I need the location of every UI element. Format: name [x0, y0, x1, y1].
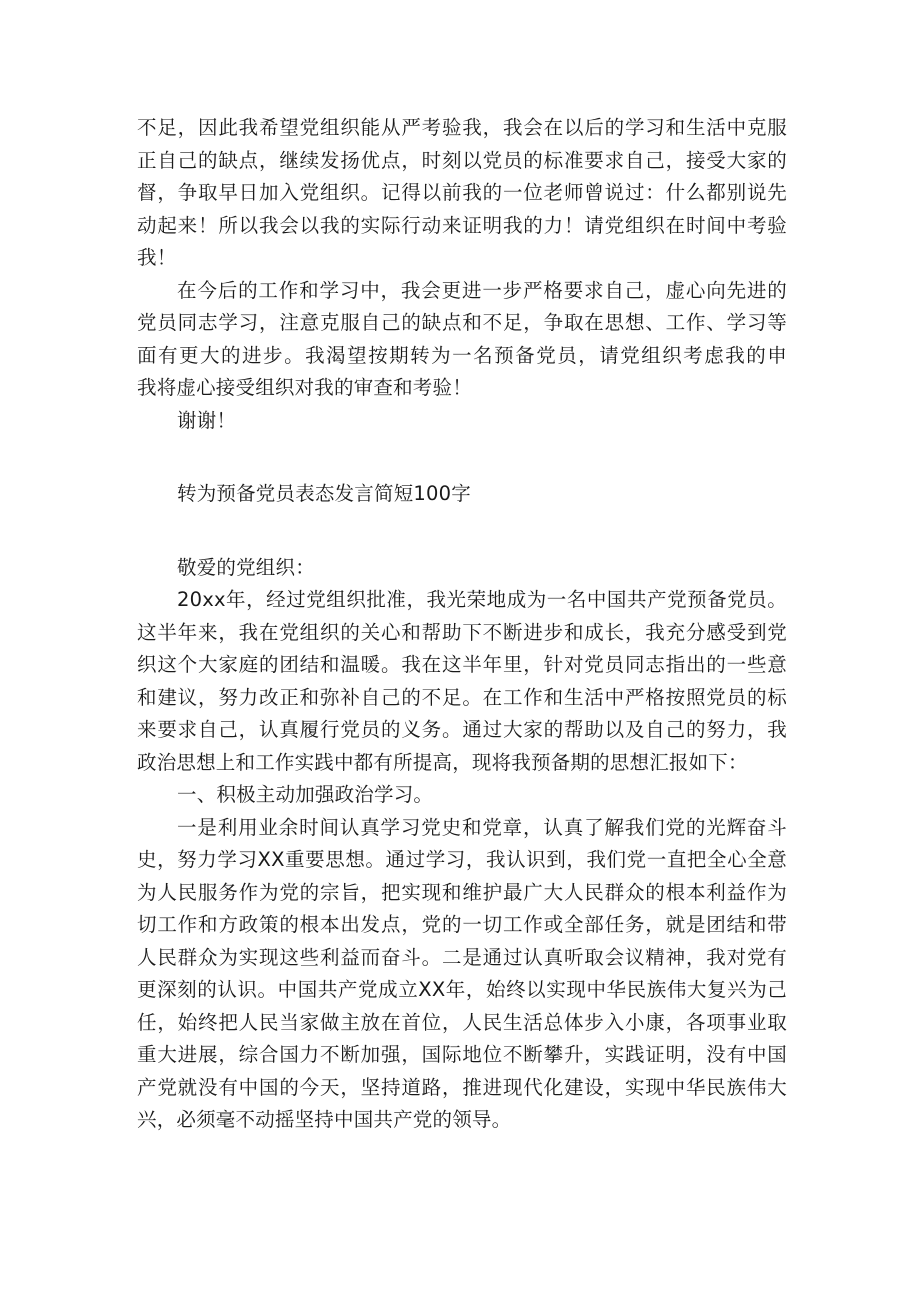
text-line: 督，争取早日加入党组织。记得以前我的一位老师曾说过：什么都别说先: [137, 181, 787, 204]
paragraph-report-intro: [137, 584, 787, 779]
text-line: 织这个大家庭的团结和温暖。我在这半年里，针对党员同志指出的一些意: [137, 653, 787, 676]
text-line: 党员同志学习，注意克服自己的缺点和不足，争取在思想、工作、学习等: [137, 311, 787, 334]
document-page: [137, 112, 787, 1137]
paragraph-future-work: [137, 275, 787, 405]
text-line: 我！: [137, 246, 177, 269]
text-line: 20xx年，经过党组织批准，我光荣地成为一名中国共产党预备党员。: [177, 588, 787, 611]
text-line: 动起来！所以我会以我的实际行动来证明我的力！请党组织在时间中考验: [137, 213, 787, 237]
paragraph-political-study: [137, 812, 787, 1137]
text-line: 重大进展，综合国力不断加强，国际地位不断攀升，实践证明，没有中国: [137, 1043, 787, 1066]
salutation: 敬爱的党组织：: [177, 555, 315, 579]
text-line: 兴，必须毫不动摇坚持中国共产党的领导。: [137, 1108, 512, 1131]
text-line: 和建议，努力改正和弥补自己的不足。在工作和生活中严格按照党员的标: [137, 685, 787, 709]
text-line: 这半年来，我在党组织的关心和帮助下不断进步和成长，我充分感受到党: [137, 620, 787, 644]
text-line: 面有更大的进步。我渴望按期转为一名预备党员，请党组织考虑我的申: [137, 343, 787, 367]
spacer: [137, 437, 787, 478]
text-line: 为人民服务作为党的宗旨，把实现和维护最广大人民群众的根本利益作为: [137, 880, 787, 904]
spacer: [137, 511, 787, 552]
text-line: 更深刻的认识。中国共产党成立XX年，始终以实现中华民族伟大复兴为己: [137, 978, 787, 1001]
text-line: 我将虚心接受组织对我的审查和考验！: [137, 376, 472, 399]
thanks-line: 谢谢！: [177, 408, 237, 432]
text-line: 切工作和方政策的根本出发点，党的一切工作或全部任务，就是团结和带: [137, 913, 787, 936]
text-line: 不足，因此我希望党组织能从严考验我，我会在以后的学习和生活中克服: [137, 116, 787, 139]
text-line: 在今后的工作和学习中，我会更进一步严格要求自己，虚心向先进的: [177, 278, 787, 302]
text-line: 来要求自己，认真履行党员的义务。通过大家的帮助以及自己的努力，我: [137, 718, 787, 741]
text-line: 产党就没有中国的今天，坚持道路，推进现代化建设，实现中华民族伟大: [137, 1075, 787, 1099]
heading-political-study: 一、积极主动加强政治学习。: [177, 783, 434, 806]
text-line: 人民群众为实现这些利益而奋斗。二是通过认真听取会议精神，我对党有: [137, 945, 787, 969]
text-line: 任，始终把人民当家做主放在首位，人民生活总体步入小康，各项事业取: [137, 1010, 787, 1034]
text-line: 史，努力学习XX重要思想。通过学习，我认识到，我们党一直把全心全意: [137, 848, 787, 871]
section-title: 转为预备党员表态发言简短100字: [177, 482, 471, 505]
text-line: 政治思想上和工作实践中都有所提高，现将我预备期的思想汇报如下：: [137, 750, 748, 774]
text-line: 一是利用业余时间认真学习党史和党章，认真了解我们党的光辉奋斗: [177, 815, 787, 839]
text-line: 正自己的缺点，继续发扬优点，时刻以党员的标准要求自己，接受大家的: [137, 148, 787, 172]
paragraph-commitment-end: [137, 112, 787, 275]
